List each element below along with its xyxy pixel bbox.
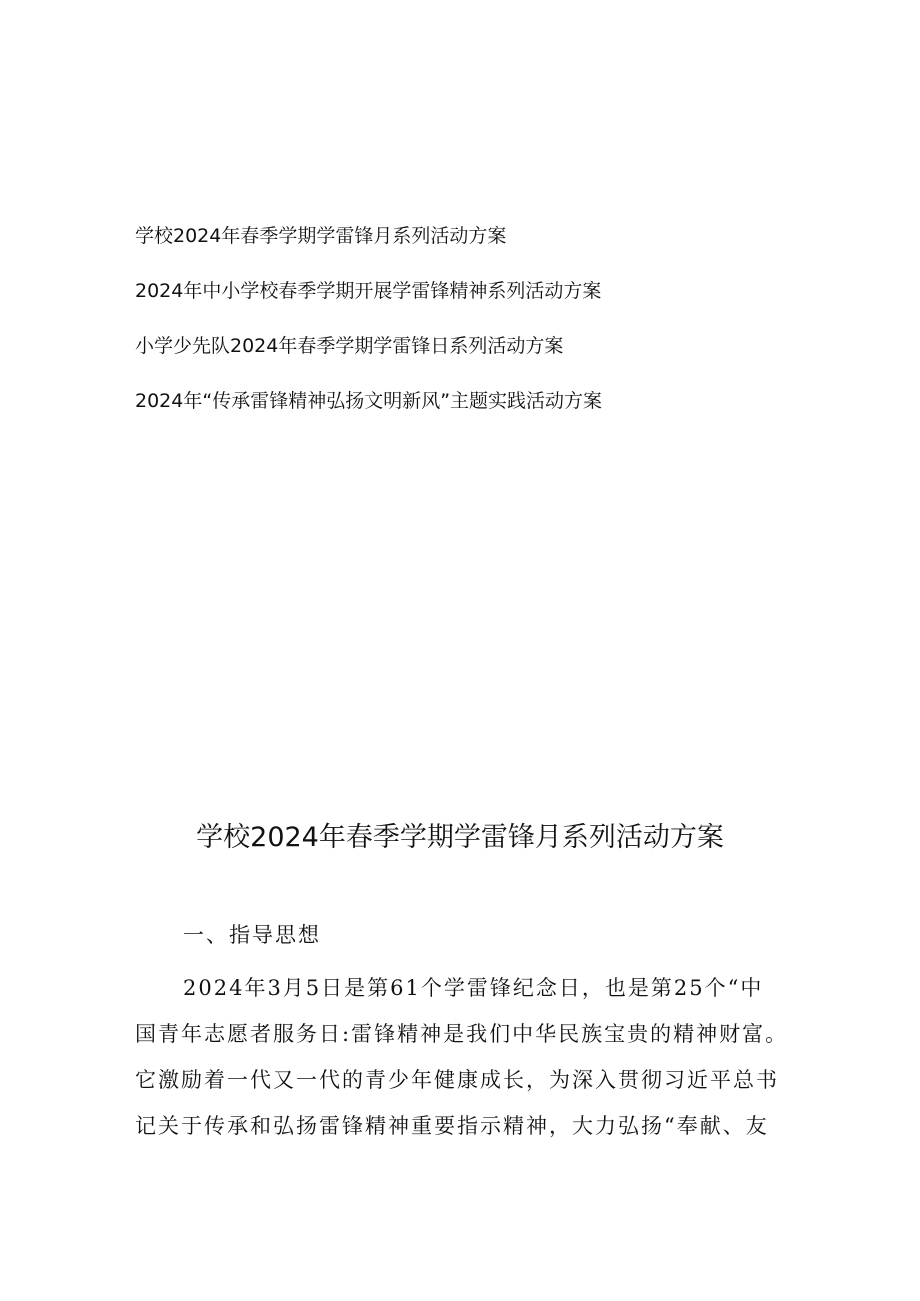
toc-item[interactable]: 2024年“传承雷锋精神弘扬文明新风”主题实践活动方案 <box>135 390 603 412</box>
paragraph-line: 国青年志愿者服务日:雷锋精神是我们中华民族宝贵的精神财富。 <box>135 1022 789 1046</box>
paragraph-line: 记关于传承和弘扬雷锋精神重要指示精神，大力弘扬“奉献、友 <box>135 1114 769 1138</box>
toc-item[interactable]: 小学少先队2024年春季学期学雷锋日系列活动方案 <box>135 335 564 357</box>
paragraph-line: 2024年3月5日是第61个学雷锋纪念日，也是第25个“中 <box>183 976 764 1000</box>
section-heading: 一、指导思想 <box>183 923 321 947</box>
document-title: 学校2024年春季学期学雷锋月系列活动方案 <box>196 822 724 853</box>
table-of-contents <box>135 222 835 442</box>
body-paragraph <box>135 965 795 1149</box>
toc-item[interactable]: 学校2024年春季学期学雷锋月系列活动方案 <box>135 225 507 247</box>
paragraph-line: 它激励着一代又一代的青少年健康成长，为深入贯彻习近平总书 <box>135 1068 779 1092</box>
toc-item[interactable]: 2024年中小学校春季学期开展学雷锋精神系列活动方案 <box>135 280 602 302</box>
